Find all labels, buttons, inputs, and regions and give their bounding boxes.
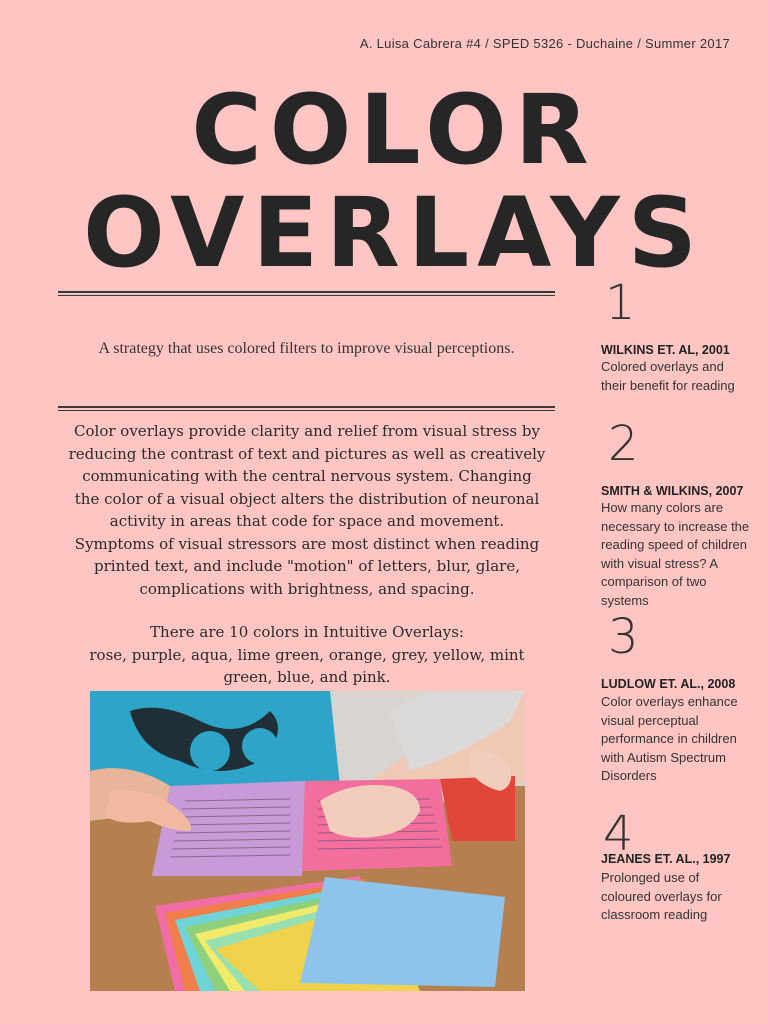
reference-2-description: How many colors are necessary to increase the reading speed of children with visual stress? A comparison of two systems <box>601 500 750 608</box>
reference-1-title: WILKINS ET. AL, 2001 <box>601 343 730 357</box>
title-line-2: OVERLAYS <box>83 177 705 289</box>
reference-1-number: 1 <box>605 275 636 331</box>
reference-3-number: 3 <box>608 609 639 665</box>
reference-4-number: 4 <box>603 806 634 862</box>
reference-3-title: LUDLOW ET. AL., 2008 <box>601 677 736 691</box>
reference-1-description: Colored overlays and their benefit for reading <box>601 359 735 393</box>
body-paragraph: Color overlays provide clarity and relief from visual stress by reducing the contrast of text and pictures as well as creatively communicating with the central nervous system. Changing the color of a visual object alters the distribution of neuronal activity in areas that code for space and movement. Symptoms of visual stressors are most distinct when reading printed text, and include "motion" of letters, blur, glare, complications with brightness, and spacing. <box>68 422 546 598</box>
colors-paragraph <box>68 621 546 689</box>
byline: A. Luisa Cabrera #4 / SPED 5326 - Duchaine / Summer 2017 <box>359 36 730 51</box>
reference-4-description: Prolonged use of coloured overlays for classroom reading <box>601 870 722 922</box>
reference-3-description: Color overlays enhance visual perceptual performance in children with Autism Spectrum Disorders <box>601 694 738 783</box>
tagline: A strategy that uses colored filters to improve visual perceptions. <box>98 340 515 357</box>
reference-4-title: JEANES ET. AL., 1997 <box>601 852 731 866</box>
divider-top <box>58 291 555 296</box>
colors-intro: There are 10 colors in Intuitive Overlays: <box>150 623 464 641</box>
divider-middle <box>58 406 555 411</box>
colors-list: rose, purple, aqua, lime green, orange, grey, yellow, mint green, blue, and pink. <box>89 645 525 686</box>
photo-children-reading <box>90 691 525 991</box>
title-line-1: COLOR <box>191 74 597 186</box>
reference-2-title: SMITH & WILKINS, 2007 <box>601 484 744 498</box>
reference-2-number: 2 <box>608 416 639 472</box>
